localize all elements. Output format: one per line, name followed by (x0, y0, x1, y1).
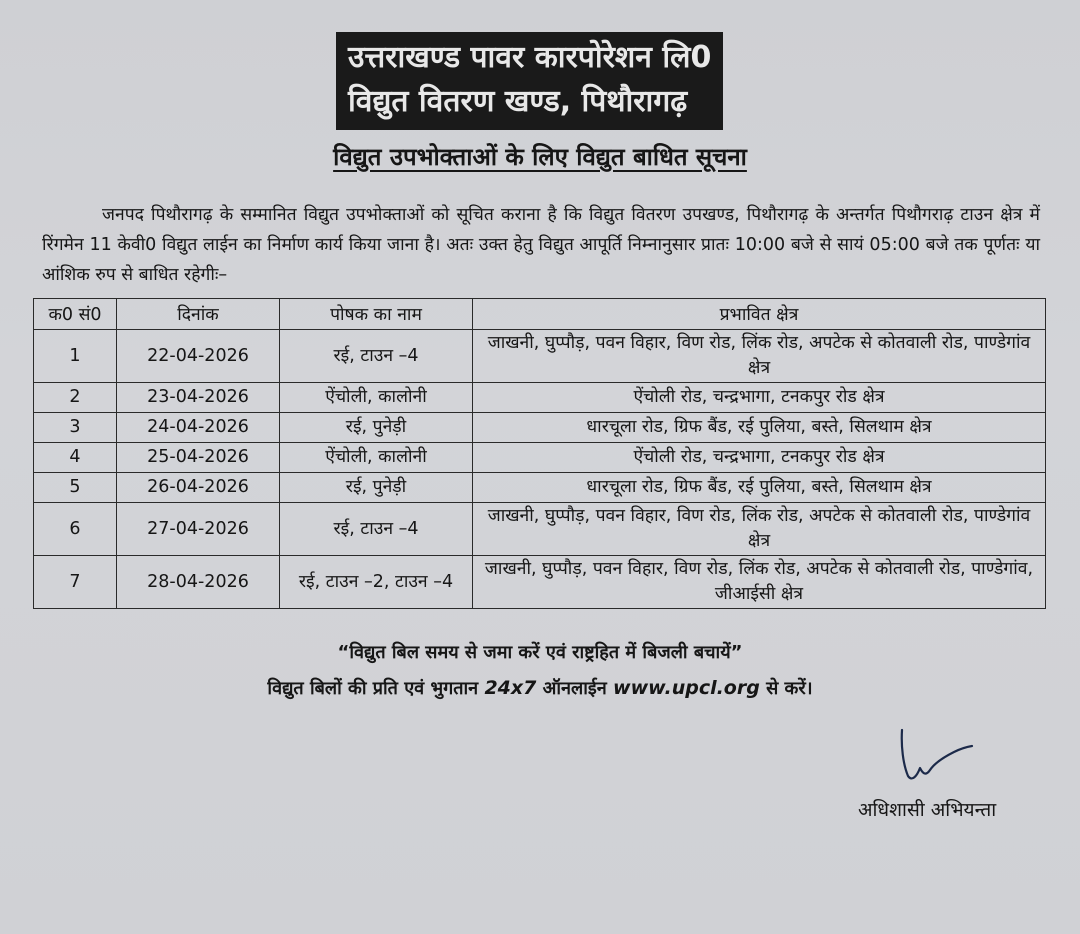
cell-serial-no: 1 (34, 330, 117, 383)
slogan: “विद्युत बिल समय से जमा करें एवं राष्ट्रहित में बिजली बचायें” (337, 642, 743, 663)
table-row (34, 556, 1046, 609)
cell-feeder: रई, पुनेड़ी (280, 413, 473, 443)
cell-area: धारचूला रोड, ग्रिफ बैंड, रई पुलिया, बस्ते, सिलथाम क्षेत्र (473, 473, 1046, 503)
handwritten-signature (890, 726, 980, 796)
header-serial-no: क0 सं0 (34, 299, 117, 330)
division-name: विद्युत वितरण खण्ड, पिथौरागढ़ (348, 84, 688, 119)
cell-date: 28-04-2026 (117, 556, 280, 609)
table-header-row (34, 299, 1046, 330)
cell-date: 24-04-2026 (117, 413, 280, 443)
header-date: दिनांक (117, 299, 280, 330)
table-row (34, 443, 1046, 473)
cell-area: धारचूला रोड, ग्रिफ बैंड, रई पुलिया, बस्ते, सिलथाम क्षेत्र (473, 413, 1046, 443)
header-feeder-name: पोषक का नाम (280, 299, 473, 330)
table-row (34, 503, 1046, 556)
table-row (34, 330, 1046, 383)
cell-area: जाखनी, घुप्पौड़, पवन विहार, विण रोड, लिंक रोड, अपटेक से कोतवाली रोड, पाण्डेगांव, जीआईसी क्षेत्र (473, 556, 1046, 609)
table-row (34, 413, 1046, 443)
notice-subject (0, 140, 1080, 173)
cell-area: ऐंचोली रोड, चन्द्रभागा, टनकपुर रोड क्षेत्र (473, 443, 1046, 473)
cell-feeder: ऐंचोली, कालोनी (280, 443, 473, 473)
cell-feeder: ऐंचोली, कालोनी (280, 383, 473, 413)
cell-serial-no: 6 (34, 503, 117, 556)
cell-area: जाखनी, घुप्पौड़, पवन विहार, विण रोड, लिंक रोड, अपटेक से कोतवाली रोड, पाण्डेगांव क्षेत्र (473, 330, 1046, 383)
website-link[interactable]: www.upcl.org (613, 677, 760, 699)
table-row (34, 473, 1046, 503)
table-row (34, 383, 1046, 413)
cell-serial-no: 2 (34, 383, 117, 413)
cell-date: 26-04-2026 (117, 473, 280, 503)
online-payment-note (0, 676, 1080, 700)
cell-serial-no: 4 (34, 443, 117, 473)
header-affected-area: प्रभावित क्षेत्र (473, 299, 1046, 330)
outage-schedule-table (33, 298, 1046, 609)
cell-date: 23-04-2026 (117, 383, 280, 413)
online-note-mid: ऑनलाईन (542, 678, 607, 699)
signature-stroke (902, 730, 972, 778)
organization-name: उत्तराखण्ड पावर कारपोरेशन लि0 (348, 40, 712, 75)
cell-area: ऐंचोली रोड, चन्द्रभागा, टनकपुर रोड क्षेत्र (473, 383, 1046, 413)
online-note-suffix: से करें। (766, 678, 813, 699)
signatory-designation: अधिशासी अभियन्ता (858, 799, 997, 821)
cell-date: 27-04-2026 (117, 503, 280, 556)
cell-feeder: रई, टाउन –2, टाउन –4 (280, 556, 473, 609)
cell-date: 22-04-2026 (117, 330, 280, 383)
cell-date: 25-04-2026 (117, 443, 280, 473)
online-note-prefix: विद्युत बिलों की प्रति एवं भुगतान (267, 678, 479, 699)
cell-feeder: रई, टाउन –4 (280, 503, 473, 556)
cell-serial-no: 5 (34, 473, 117, 503)
cell-feeder: रई, टाउन –4 (280, 330, 473, 383)
cell-serial-no: 3 (34, 413, 117, 443)
cell-area: जाखनी, घुप्पौड़, पवन विहार, विण रोड, लिंक रोड, अपटेक से कोतवाली रोड, पाण्डेगांव क्षेत्र (473, 503, 1046, 556)
cell-feeder: रई, पुनेड़ी (280, 473, 473, 503)
intro-paragraph: जनपद पिथौरागढ़ के सम्मानित विद्युत उपभोक्ताओं को सूचित कराना है कि विद्युत वितरण उपखण्ड, पिथौरागढ़ के अन्तर्गत पिथौगराढ़ टाउन क्षेत्र में रिंगमेन 11 केवी0 विद्युत लाईन का निर्माण कार्य किया जाना है। अतः उक्त हेतु विद्युत आपूर्ति निम्नानुसार प्रातः 10:00 बजे से सायं 05:00 बजे तक पूर्णतः या आंशिक रुप से बाधित रहेगीः– (42, 205, 1040, 285)
organization-header (336, 32, 723, 130)
notice-subject-text: विद्युत उपभोक्ताओं के लिए विद्युत बाधित सूचना (333, 143, 747, 171)
online-service-hours: 24x7 (484, 677, 537, 699)
cell-serial-no: 7 (34, 556, 117, 609)
